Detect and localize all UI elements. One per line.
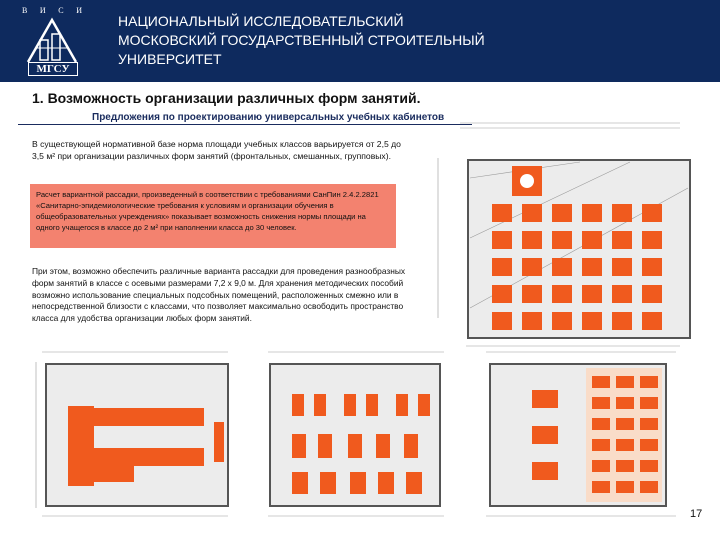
conclusion-paragraph: При этом, возможно обеспечить различные варианта рассадки для проведения разнообразных форм занятий в классе с осевыми размерами 7,2 х 9,0 м. Для хранения методических пособий возможно использование специальных подсобных помещений, расположенных смежно или в непосредственной близости с классами, что позволяет максимально освободить пространство класса для удобства организации любых форм занятий. [32, 266, 406, 324]
university-logo [22, 4, 82, 78]
student-desk [612, 231, 632, 249]
lecture-seat [592, 376, 610, 388]
student-desk [612, 204, 632, 222]
lecture-seat [592, 460, 610, 472]
logo-letter: С [58, 6, 64, 15]
logo-letter: И [76, 6, 82, 15]
student-desk [492, 204, 512, 222]
classroom-plan-u-shape [28, 338, 238, 523]
classroom-plan-groups [258, 338, 448, 523]
student-desk [582, 258, 602, 276]
lecture-seat [616, 460, 634, 472]
lecture-seat [616, 439, 634, 451]
lecture-seat [592, 439, 610, 451]
highlight-box: Расчет вариантной рассадки, произведенный в соответствии с требованиями СанПин 2.4.2.2821 «Санитарно-эпидемиологические требования к условиям и организации обучения в общеобразовательных учреждениях» показывает возможность снижения нормы площади на одного учащегося в классе до 2 м² при наполнении класса до 30 человек. [30, 184, 396, 248]
lecture-seat [640, 439, 658, 451]
student-desk [582, 312, 602, 330]
student-desk [492, 258, 512, 276]
student-desk [642, 258, 662, 276]
student-desk [552, 231, 572, 249]
student-desk [552, 285, 572, 303]
lecture-seat [592, 418, 610, 430]
lecture-seat [616, 481, 634, 493]
student-desk [612, 258, 632, 276]
student-desk [522, 231, 542, 249]
student-desk [522, 204, 542, 222]
lecture-seat [616, 418, 634, 430]
student-desk [582, 285, 602, 303]
intro-paragraph: В существующей нормативной базе норма площади учебных классов варьируется от 2,5 до 3,5 м² при организации различных форм занятий (фронтальных, смешанных, групповых). [32, 139, 401, 161]
student-desk [552, 258, 572, 276]
university-name-line: УНИВЕРСИТЕТ [118, 51, 222, 67]
student-desk [492, 231, 512, 249]
university-name [118, 12, 638, 69]
subtitle-divider [18, 124, 472, 125]
student-desk [612, 312, 632, 330]
lecture-seat [616, 397, 634, 409]
teacher-figure-icon [520, 174, 534, 188]
student-desk [642, 204, 662, 222]
slide-title: 1. Возможность организации различных форм занятий. [32, 90, 421, 106]
student-desk [522, 258, 542, 276]
logo-letter: В [22, 6, 28, 15]
page-number: 17 [690, 508, 703, 520]
slide-subtitle: Предложения по проектированию универсальных учебных кабинетов [92, 112, 445, 123]
logo-abbreviation: МГСУ [28, 62, 78, 76]
lecture-seat [592, 397, 610, 409]
classroom-plan-frontal [430, 118, 700, 353]
classroom-plan-lecture [480, 338, 696, 523]
student-desk [582, 231, 602, 249]
student-desk [642, 285, 662, 303]
lecture-seat [640, 376, 658, 388]
student-desk [582, 204, 602, 222]
student-desk [552, 204, 572, 222]
student-desk [492, 285, 512, 303]
student-desk [642, 312, 662, 330]
student-desk [642, 231, 662, 249]
lecture-seat [640, 397, 658, 409]
student-desk [612, 285, 632, 303]
header-banner [0, 0, 720, 82]
logo-letter: И [39, 6, 46, 15]
lecture-seat [616, 376, 634, 388]
student-desk [552, 312, 572, 330]
student-desk [522, 312, 542, 330]
lecture-seat [592, 481, 610, 493]
university-name-line: НАЦИОНАЛЬНЫЙ ИССЛЕДОВАТЕЛЬСКИЙ [118, 13, 404, 29]
lecture-seat [640, 460, 658, 472]
university-name-line: МОСКОВСКИЙ ГОСУДАРСТВЕННЫЙ СТРОИТЕЛЬНЫЙ [118, 32, 485, 48]
student-desk [522, 285, 542, 303]
lecture-seat [640, 418, 658, 430]
lecture-seat [640, 481, 658, 493]
student-desk [492, 312, 512, 330]
